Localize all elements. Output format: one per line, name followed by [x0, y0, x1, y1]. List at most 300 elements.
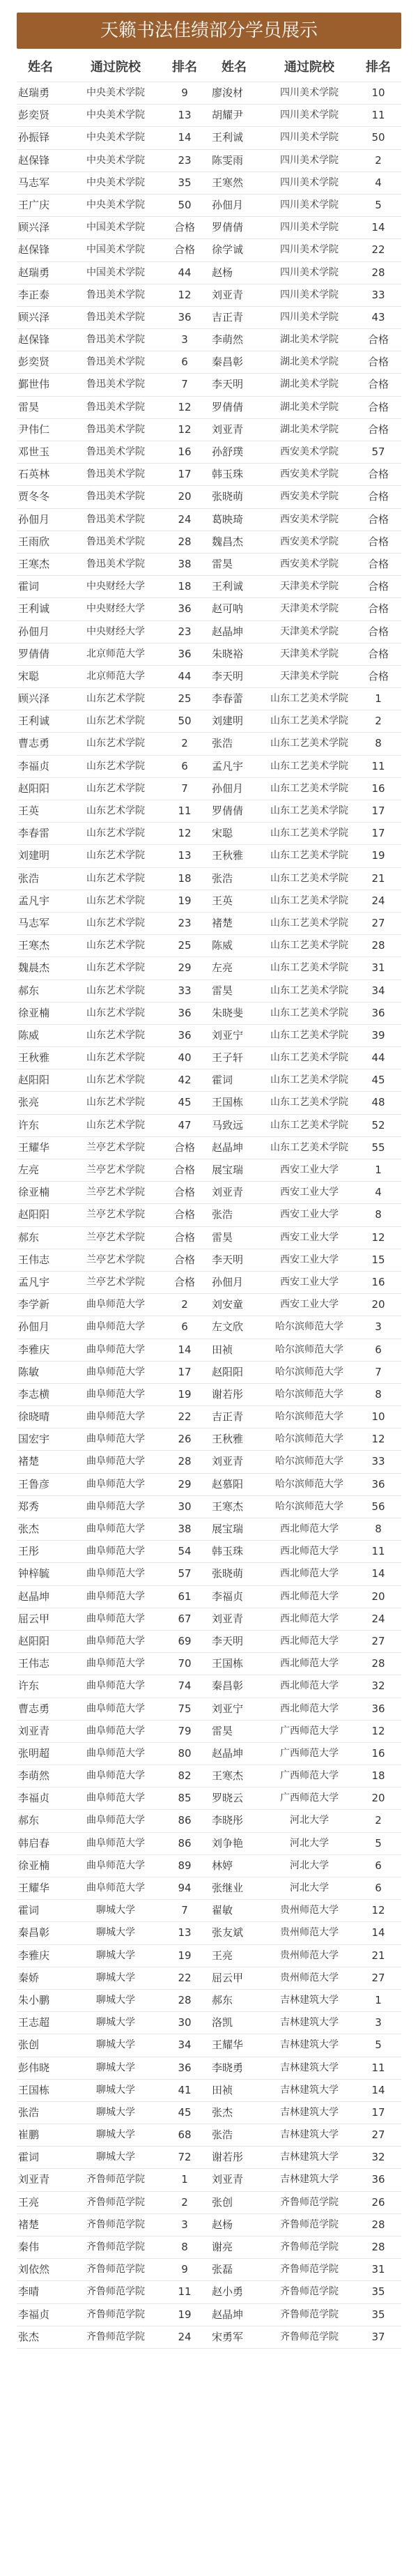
- student-name: 刘争艳: [212, 1836, 244, 1850]
- school-name: 西北师范大学: [280, 1590, 339, 1602]
- student-name: 宋聪: [18, 669, 40, 683]
- rank: 20: [371, 1298, 385, 1311]
- school-name: 曲阜师范大学: [86, 1411, 145, 1423]
- school-name: 曲阜师范大学: [86, 1859, 145, 1871]
- student-name: 霍词: [18, 1904, 40, 1917]
- rank: 47: [178, 1118, 192, 1131]
- student-name: 李萌然: [212, 333, 244, 346]
- school-name: 鲁迅美术学院: [86, 401, 145, 413]
- rank: 39: [371, 1028, 385, 1042]
- school-name: 山东艺术学院: [86, 1074, 145, 1086]
- school-name: 兰亭艺术学院: [86, 1231, 145, 1243]
- school-name: 西北师范大学: [280, 1702, 339, 1714]
- school-name: 山东工艺美术学院: [270, 1074, 348, 1086]
- table-row: [17, 2147, 401, 2169]
- student-name: 李福贞: [18, 2308, 50, 2321]
- student-name: 罗晓云: [212, 1792, 244, 1805]
- school-name: 齐鲁师范学院: [280, 2264, 339, 2276]
- school-name: 曲阜师范大学: [86, 1546, 145, 1557]
- table-row: [17, 2102, 401, 2124]
- student-name: 李晓彤: [212, 1814, 244, 1827]
- student-name: 赵晶坤: [18, 1590, 50, 1603]
- school-name: 西安工业大学: [280, 1231, 339, 1243]
- rank: 10: [371, 1410, 385, 1424]
- student-name: 张明超: [18, 1746, 50, 1760]
- rank: 56: [371, 1500, 385, 1513]
- table-row: [17, 688, 401, 710]
- student-name: 秦伟: [18, 2241, 40, 2253]
- school-name: 山东工艺美术学院: [270, 760, 348, 772]
- rank: 29: [178, 1477, 192, 1491]
- student-name: 王广庆: [18, 198, 50, 211]
- school-name: 兰亭艺术学院: [86, 1141, 145, 1153]
- school-name: 曲阜师范大学: [86, 1770, 145, 1782]
- student-name: 罗倩倩: [18, 647, 50, 660]
- rank: 12: [178, 400, 192, 413]
- rank: 6: [181, 759, 188, 772]
- school-name: 吉林建筑大学: [280, 2129, 339, 2141]
- student-name: 王雨欣: [18, 535, 50, 548]
- school-name: 齐鲁师范学院: [280, 2241, 339, 2253]
- table-row: [17, 1204, 401, 1226]
- table-row: [17, 1115, 401, 1137]
- school-name: 曲阜师范大学: [86, 1523, 145, 1534]
- school-name: 中央财经大学: [86, 625, 145, 637]
- rank: 1: [375, 1164, 382, 1176]
- student-name: 李萌然: [18, 1769, 50, 1783]
- rank: 16: [371, 1746, 385, 1760]
- student-name: 王伟志: [18, 1253, 50, 1266]
- rank: 3: [181, 333, 188, 346]
- school-name: 中央美术学院: [86, 176, 145, 188]
- student-name: 贾冬冬: [18, 490, 50, 503]
- rank: 合格: [367, 400, 389, 413]
- table-row: [17, 1743, 401, 1765]
- rank: 33: [178, 984, 192, 997]
- school-name: 山东工艺美术学院: [270, 1052, 348, 1064]
- rank: 28: [178, 1993, 192, 2006]
- school-name: 齐鲁师范学院: [280, 2308, 339, 2320]
- table-row: [17, 419, 401, 441]
- school-name: 吉林建筑大学: [280, 2106, 339, 2118]
- results-table: [17, 53, 401, 2349]
- student-name: 洛凯: [212, 2016, 233, 2029]
- school-name: 四川美术学院: [280, 176, 339, 188]
- rank: 52: [371, 1118, 385, 1131]
- school-name: 山东艺术学院: [86, 1097, 145, 1108]
- table-row: [17, 1294, 401, 1316]
- school-name: 西北师范大学: [280, 1658, 339, 1670]
- school-name: 鲁迅美术学院: [86, 289, 145, 300]
- rank: 72: [178, 2151, 192, 2164]
- student-name: 张晓萌: [212, 1567, 244, 1580]
- school-name: 齐鲁师范学院: [86, 2308, 145, 2320]
- school-name: 齐鲁师范学院: [86, 2218, 145, 2230]
- school-name: 湖北美术学院: [280, 356, 339, 368]
- student-name: 王耀华: [212, 2038, 244, 2052]
- rank: 12: [371, 1433, 385, 1446]
- rank: 75: [178, 1702, 192, 1715]
- student-name: 李春雷: [18, 827, 50, 840]
- rank: 合格: [367, 625, 389, 638]
- student-name: 葛映琦: [212, 512, 244, 526]
- rank: 36: [178, 1028, 192, 1042]
- student-name: 石英林: [18, 468, 50, 481]
- student-name: 李志横: [18, 1387, 50, 1401]
- school-name: 天津美术学院: [280, 603, 339, 615]
- school-name: 山东艺术学院: [86, 760, 145, 772]
- student-name: 张继业: [212, 1882, 244, 1894]
- table-row: [17, 1406, 401, 1428]
- school-name: 山东工艺美术学院: [270, 1141, 348, 1153]
- school-name: 曲阜师范大学: [86, 1500, 145, 1512]
- rank: 19: [178, 1387, 192, 1401]
- table-row: [17, 845, 401, 867]
- school-name: 山东艺术学院: [86, 738, 145, 749]
- table-row: [17, 239, 401, 261]
- school-name: 四川美术学院: [280, 109, 339, 121]
- student-name: 孟凡宇: [212, 759, 244, 772]
- school-name: 河北大学: [290, 1837, 329, 1849]
- student-name: 陈雯雨: [212, 153, 244, 167]
- school-name: 四川美术学院: [280, 154, 339, 166]
- student-name: 赵保锋: [18, 333, 50, 346]
- rank: 85: [178, 1792, 192, 1805]
- rank: 8: [375, 1387, 382, 1401]
- rank: 30: [178, 2016, 192, 2029]
- school-name: 山东工艺美术学院: [270, 738, 348, 749]
- rank: 28: [178, 1455, 192, 1468]
- student-name: 宋聪: [212, 827, 233, 840]
- school-name: 曲阜师范大学: [86, 1366, 145, 1378]
- table-row: [17, 329, 401, 351]
- table-row: [17, 284, 401, 307]
- student-name: 翟敏: [212, 1904, 233, 1917]
- rank: 12: [371, 1724, 385, 1737]
- student-name: 王寒然: [212, 176, 244, 189]
- table-row: [17, 172, 401, 195]
- rank: 7: [181, 1904, 188, 1917]
- table-row: [17, 756, 401, 778]
- student-name: 许东: [18, 1679, 40, 1693]
- rank: 合格: [173, 1186, 195, 1199]
- rank: 合格: [367, 378, 389, 391]
- student-name: 李晓勇: [212, 2061, 244, 2074]
- school-name: 哈尔滨师范大学: [275, 1456, 343, 1468]
- rank: 55: [371, 1141, 385, 1154]
- rank: 6: [375, 1343, 382, 1356]
- student-name: 霍词: [18, 2151, 40, 2164]
- school-name: 齐鲁师范学院: [280, 2218, 339, 2230]
- table-row: [17, 127, 401, 149]
- student-name: 韩玉珠: [212, 468, 244, 481]
- school-name: 曲阜师范大学: [86, 1478, 145, 1490]
- school-name: 天津美术学院: [280, 625, 339, 637]
- student-name: 马致远: [212, 1118, 244, 1131]
- school-name: 贵州师范大学: [280, 1927, 339, 1939]
- school-name: 西北师范大学: [280, 1568, 339, 1580]
- table-row: [17, 1069, 401, 1092]
- rank: 5: [375, 198, 382, 211]
- student-name: 赵阳阳: [212, 1365, 244, 1378]
- rank: 12: [371, 1904, 385, 1917]
- student-name: 刘亚青: [18, 2173, 50, 2186]
- school-name: 湖北美术学院: [280, 423, 339, 435]
- student-name: 雷昊: [212, 557, 233, 570]
- student-name: 赵慕阳: [212, 1477, 244, 1491]
- table-row: [17, 1474, 401, 1496]
- rank: 1: [181, 2173, 188, 2186]
- rank: 36: [371, 2173, 385, 2186]
- rank: 合格: [367, 557, 389, 570]
- rank: 14: [178, 131, 192, 144]
- rank: 6: [181, 356, 188, 369]
- header-name-2: 姓名: [222, 60, 247, 75]
- rank: 合格: [367, 490, 389, 503]
- rank: 13: [178, 1926, 192, 1939]
- rank: 2: [375, 153, 382, 167]
- rank: 合格: [367, 512, 389, 526]
- student-name: 尹伟仁: [18, 422, 50, 436]
- student-name: 褚楚: [18, 1455, 40, 1468]
- student-name: 宋勇军: [212, 2330, 244, 2343]
- student-name: 吉正青: [212, 1410, 244, 1424]
- student-name: 林婷: [212, 1859, 233, 1872]
- table-row: [17, 1721, 401, 1743]
- student-name: 朱晓裕: [212, 647, 244, 660]
- school-name: 河北大学: [290, 1815, 329, 1827]
- table-row: [17, 1765, 401, 1788]
- rank: 45: [178, 1096, 192, 1109]
- school-name: 山东工艺美术学院: [270, 984, 348, 996]
- school-name: 山东工艺美术学院: [270, 1029, 348, 1041]
- rank: 27: [371, 1634, 385, 1647]
- rank: 6: [181, 1320, 188, 1334]
- school-name: 湖北美术学院: [280, 379, 339, 390]
- table-row: [17, 643, 401, 666]
- table-row: [17, 509, 401, 531]
- student-name: 李雅庆: [18, 1343, 50, 1356]
- school-name: 聊城大学: [96, 2084, 135, 2096]
- student-name: 赵瑞勇: [18, 86, 50, 99]
- rank: 6: [375, 1859, 382, 1872]
- school-name: 曲阜师范大学: [86, 1590, 145, 1602]
- rank: 36: [371, 1702, 385, 1715]
- table-row: [17, 441, 401, 464]
- table-row: [17, 1810, 401, 1832]
- student-name: 刘建明: [212, 715, 244, 728]
- student-name: 朱小鹏: [18, 1993, 50, 2006]
- school-name: 曲阜师范大学: [86, 1837, 145, 1849]
- rank: 26: [371, 2195, 385, 2209]
- school-name: 曲阜师范大学: [86, 1321, 145, 1333]
- student-name: 张浩: [212, 2128, 233, 2142]
- table-row: [17, 1137, 401, 1159]
- student-name: 顾兴泽: [18, 692, 50, 706]
- table-row: [17, 2057, 401, 2080]
- school-name: 山东工艺美术学院: [270, 894, 348, 906]
- school-name: 中央美术学院: [86, 87, 145, 98]
- school-name: 齐鲁师范学院: [280, 2196, 339, 2208]
- rank: 3: [375, 1320, 382, 1334]
- rank: 28: [178, 535, 192, 548]
- student-name: 郝东: [18, 1230, 40, 1244]
- student-name: 雷昊: [212, 1724, 233, 1737]
- school-name: 齐鲁师范学院: [86, 2331, 145, 2342]
- student-name: 陈威: [212, 939, 233, 952]
- table-row: [17, 1518, 401, 1541]
- rank: 1: [375, 692, 382, 706]
- rank: 36: [178, 647, 192, 660]
- student-name: 张磊: [212, 2263, 233, 2276]
- student-name: 张浩: [212, 737, 233, 750]
- table-row: [17, 1541, 401, 1563]
- rank: 合格: [367, 602, 389, 616]
- header-rank-2: 排名: [366, 60, 391, 75]
- header-name-1: 姓名: [28, 60, 53, 75]
- rank: 33: [371, 1455, 385, 1468]
- student-name: 张晓萌: [212, 490, 244, 503]
- student-name: 孙佃月: [18, 512, 50, 526]
- school-name: 贵州师范大学: [280, 1905, 339, 1916]
- rank: 18: [371, 1769, 385, 1783]
- table-row: [17, 1316, 401, 1339]
- table-row: [17, 1428, 401, 1451]
- rank: 38: [178, 1523, 192, 1535]
- school-name: 西北师范大学: [280, 1523, 339, 1534]
- student-name: 孙佃月: [212, 1275, 244, 1288]
- student-name: 左亮: [212, 961, 233, 975]
- table-row: [17, 1833, 401, 1855]
- student-name: 王亮: [212, 1949, 233, 1962]
- rank: 22: [178, 1410, 192, 1424]
- school-name: 山东艺术学院: [86, 850, 145, 862]
- school-name: 西安工业大学: [280, 1253, 339, 1265]
- student-name: 韩玉珠: [212, 1545, 244, 1558]
- school-name: 山东工艺美术学院: [270, 850, 348, 862]
- student-name: 徐亚楠: [18, 1006, 50, 1019]
- table-row: [17, 1631, 401, 1653]
- student-name: 徐亚楠: [18, 1859, 50, 1872]
- rank: 8: [181, 2241, 188, 2253]
- school-name: 山东工艺美术学院: [270, 782, 348, 794]
- table-row: [17, 217, 401, 239]
- student-name: 马志军: [18, 916, 50, 929]
- school-name: 曲阜师范大学: [86, 1702, 145, 1714]
- student-name: 李雅庆: [18, 1949, 50, 1962]
- rank: 21: [371, 871, 385, 885]
- student-name: 彭伟晓: [18, 2061, 50, 2074]
- student-name: 郝东: [18, 1814, 40, 1827]
- school-name: 中央美术学院: [86, 132, 145, 144]
- rank: 2: [181, 737, 188, 750]
- student-name: 罗倩倩: [212, 400, 244, 413]
- school-name: 四川美术学院: [280, 311, 339, 323]
- rank: 12: [178, 827, 192, 840]
- school-name: 聊城大学: [96, 2039, 135, 2051]
- rank: 15: [371, 1253, 385, 1266]
- rank: 合格: [367, 669, 389, 683]
- student-name: 陈威: [18, 1028, 40, 1042]
- school-name: 山东工艺美术学院: [270, 962, 348, 974]
- rank: 74: [178, 1679, 192, 1693]
- student-name: 孙佃月: [212, 782, 244, 795]
- school-name: 鲁迅美术学院: [86, 468, 145, 480]
- header-school-2: 通过院校: [284, 60, 334, 75]
- student-name: 左文欣: [212, 1320, 244, 1334]
- student-name: 孙振铎: [18, 131, 50, 144]
- table-row: [17, 195, 401, 217]
- rank: 25: [178, 939, 192, 952]
- school-name: 山东工艺美术学院: [270, 872, 348, 884]
- school-name: 聊城大学: [96, 2151, 135, 2163]
- school-name: 西北师范大学: [280, 1635, 339, 1647]
- student-name: 秦昌彰: [212, 356, 244, 369]
- rank: 20: [178, 490, 192, 503]
- table-row: [17, 598, 401, 620]
- table-row: [17, 105, 401, 127]
- student-name: 曹志勇: [18, 737, 50, 750]
- rank: 12: [178, 422, 192, 436]
- table-row: [17, 2034, 401, 2057]
- school-name: 聊城大学: [96, 2106, 135, 2118]
- table-row: [17, 1900, 401, 1922]
- student-name: 郑秀: [18, 1500, 40, 1513]
- student-name: 韩启春: [18, 1836, 50, 1850]
- student-name: 霍词: [18, 580, 40, 593]
- school-name: 中央美术学院: [86, 109, 145, 121]
- rank: 28: [371, 1657, 385, 1670]
- school-name: 曲阜师范大学: [86, 1568, 145, 1580]
- student-name: 谢若彤: [212, 1387, 244, 1401]
- school-name: 曲阜师范大学: [86, 1299, 145, 1311]
- student-name: 赵晶坤: [212, 1746, 244, 1760]
- student-name: 朱晓斐: [212, 1006, 244, 1019]
- school-name: 兰亭艺术学院: [86, 1209, 145, 1221]
- student-name: 褚楚: [212, 916, 233, 929]
- student-name: 崔鹏: [18, 2128, 40, 2142]
- school-name: 聊城大学: [96, 2129, 135, 2141]
- school-name: 山东工艺美术学院: [270, 693, 348, 705]
- student-name: 吉正青: [212, 310, 244, 323]
- rank: 24: [371, 1612, 385, 1625]
- rank: 29: [178, 961, 192, 975]
- rank: 9: [181, 86, 188, 99]
- rank: 36: [178, 602, 192, 616]
- school-name: 曲阜师范大学: [86, 1388, 145, 1400]
- table-row: [17, 778, 401, 800]
- rank: 合格: [367, 647, 389, 660]
- student-name: 刘亚宁: [212, 1702, 244, 1715]
- student-name: 张友斌: [212, 1926, 244, 1939]
- table-row: [17, 464, 401, 486]
- rank: 合格: [173, 1141, 195, 1154]
- student-name: 国宏宇: [18, 1433, 50, 1446]
- table-row: [17, 307, 401, 329]
- school-name: 四川美术学院: [280, 222, 339, 234]
- table-row: [17, 890, 401, 913]
- student-name: 王寒杰: [18, 939, 50, 952]
- student-name: 王利诚: [18, 715, 50, 728]
- rank: 3: [375, 2016, 382, 2029]
- school-name: 广西师范大学: [280, 1792, 339, 1804]
- rank: 67: [178, 1612, 192, 1625]
- rank: 合格: [173, 1208, 195, 1221]
- student-name: 展宝瑞: [212, 1164, 244, 1176]
- header-school-1: 通过院校: [91, 60, 141, 75]
- rank: 7: [181, 782, 188, 795]
- school-name: 兰亭艺术学院: [86, 1253, 145, 1265]
